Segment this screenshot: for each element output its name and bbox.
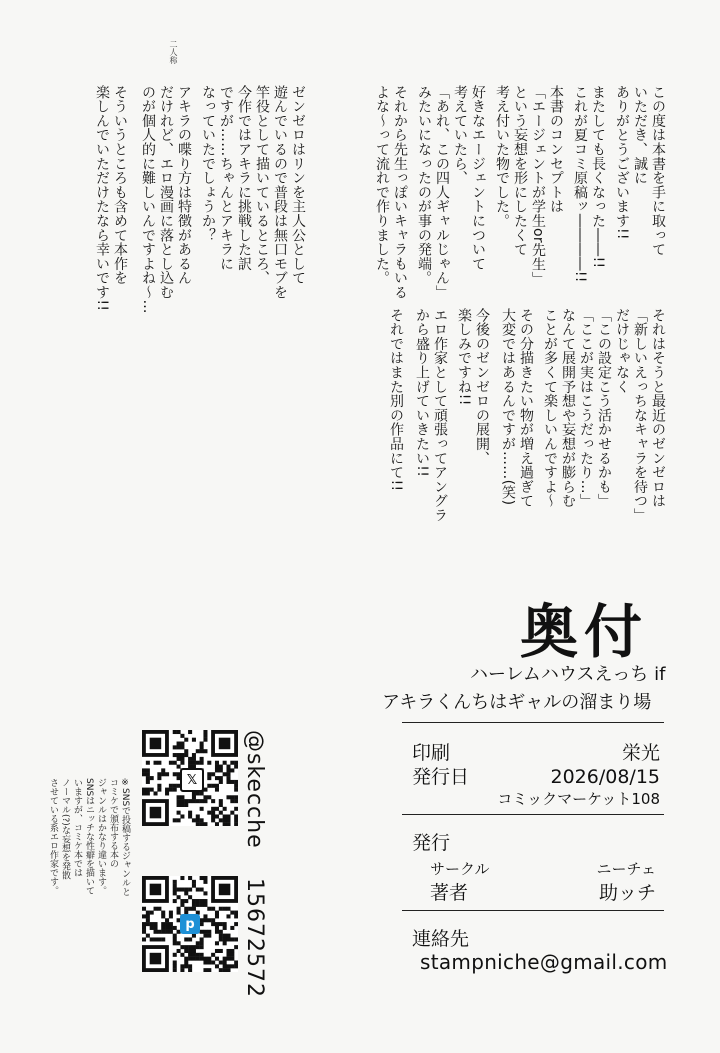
afterword-column: 考え付いた物でした。: [494, 85, 510, 228]
afterword-column: よな～って流れで作りました。: [374, 85, 390, 286]
contact-email: stampniche@gmail.com: [420, 950, 668, 974]
colophon-title: 奥付: [520, 598, 649, 666]
afterword-column: 楽しみですね!!: [456, 308, 472, 406]
afterword-column: なっていたでしょうか？: [200, 85, 216, 243]
contact-label: 連絡先: [412, 928, 470, 950]
date-row: [412, 762, 660, 789]
sns-note-line: ※SNSで投稿するジャンルと: [120, 778, 130, 897]
afterword-column: なんて展開予想や妄想が膨らむ: [560, 308, 576, 509]
sns-note-line: させている系エロ作家です。: [48, 778, 58, 895]
afterword-column: 「あれ、この四人ギャルじゃん」: [434, 85, 450, 300]
author-label: 著者: [430, 882, 469, 904]
divider: [402, 722, 664, 723]
afterword-column: 「ここが実はこうだったり…」: [578, 308, 594, 509]
divider: [402, 814, 664, 815]
afterword-column: それはそうと最近のゼンゼロは: [650, 308, 666, 509]
afterword-column: これが夏コミ原稿ッ――――!!: [572, 85, 588, 283]
event-name: コミックマーケット108: [497, 790, 660, 808]
date-value: 2026/08/15: [550, 766, 660, 788]
afterword-column: 遊んでいるので普段は無口モブを: [272, 85, 288, 300]
afterword-column: みたいになったのが事の発端。: [416, 85, 432, 286]
handwritten-note: 二人称: [169, 40, 178, 64]
afterword-column: エロ作家として頑張ってアングラ: [432, 308, 448, 523]
afterword-column: 好きなエージェントについて: [470, 85, 486, 271]
afterword-column: またしても長くなった――!!: [590, 85, 606, 269]
afterword-column: この度は本書を手に取って: [650, 85, 666, 257]
pixiv-logo-icon: p: [180, 914, 200, 934]
afterword-column: 考えていたら、: [452, 85, 468, 186]
afterword-column: だけれど、エロ漫画に落とし込む: [158, 85, 174, 300]
event-row: [412, 788, 660, 809]
afterword-column: ありがとうございます!!: [614, 85, 630, 240]
circle-row: [430, 858, 656, 879]
afterword-column: から盛り上げていきたい!!: [414, 308, 430, 478]
sns-note-line: ノーマル(?)な妄想を発散: [60, 778, 70, 880]
sns-note-line: SNSはニッチな性癖を描いて: [84, 778, 94, 896]
afterword-column: そういうところも含めて本作を: [112, 85, 128, 286]
afterword-column: だけじゃなく: [614, 308, 630, 394]
afterword-column: それから先生っぽいキャラもいる: [392, 85, 408, 300]
afterword-column: それではまた別の作品にて!!: [388, 308, 404, 492]
circle-value: ニーチェ: [596, 860, 656, 878]
circle-label: サークル: [430, 860, 490, 878]
afterword-column: ですが……ちゃんとアキラに: [218, 85, 234, 271]
afterword-column: 今後のゼンゼロの展開、: [474, 308, 490, 466]
sns-note-line: いますが、コミケ本では: [72, 778, 82, 877]
date-label: 発行日: [412, 766, 470, 788]
afterword-column: という妄想を形にしたくて: [512, 85, 528, 257]
afterword-column: 「エージェントが学生or先生」: [530, 85, 546, 286]
divider: [402, 910, 664, 911]
book-title: アキラくんちはギャルの溜まり場: [382, 692, 652, 713]
afterword-column: 楽しんでいただけたなら幸いです!!: [94, 85, 110, 312]
print-value: 栄光: [621, 742, 660, 764]
afterword-column: 本書のコンセプトは: [548, 85, 564, 214]
afterword-column: アキラの喋り方は特徴があるん: [176, 85, 192, 286]
publish-label: 発行: [412, 832, 451, 854]
afterword-column: いただき、誠に: [632, 85, 648, 186]
sns-note-line: ジャンルはかなり違います。: [96, 778, 106, 895]
afterword-column: 「この設定こう活かせるかも」: [596, 308, 612, 509]
afterword-column: 竿役として描いているところ、: [254, 85, 270, 286]
pixiv-id: 15672572: [242, 878, 267, 998]
author-row: [430, 878, 656, 905]
sns-note-line: コミケで頒布する本の: [108, 778, 118, 868]
author-value: 助ッチ: [598, 882, 656, 904]
print-row: [412, 738, 660, 765]
afterword-column: 今作ではアキラに挑戦した訳: [236, 85, 252, 271]
x-handle: @skecche: [242, 730, 267, 849]
x-logo-icon: 𝕏: [180, 768, 204, 792]
afterword-column: ゼンゼロはリンを主人公として: [290, 85, 306, 286]
afterword-column: 大変ではあるんですが……(笑): [500, 308, 516, 506]
afterword-column: のが個人的に難しいんですよね～…: [140, 85, 156, 314]
afterword-column: ことが多くて楽しいんですよ～: [542, 308, 558, 509]
afterword-column: その分描きたい物が増え過ぎて: [518, 308, 534, 509]
print-label: 印刷: [412, 742, 451, 764]
book-subtitle: ハーレムハウスえっち if: [470, 664, 666, 685]
afterword-column: 「新しいえっちなキャラを待つ」: [632, 308, 648, 523]
